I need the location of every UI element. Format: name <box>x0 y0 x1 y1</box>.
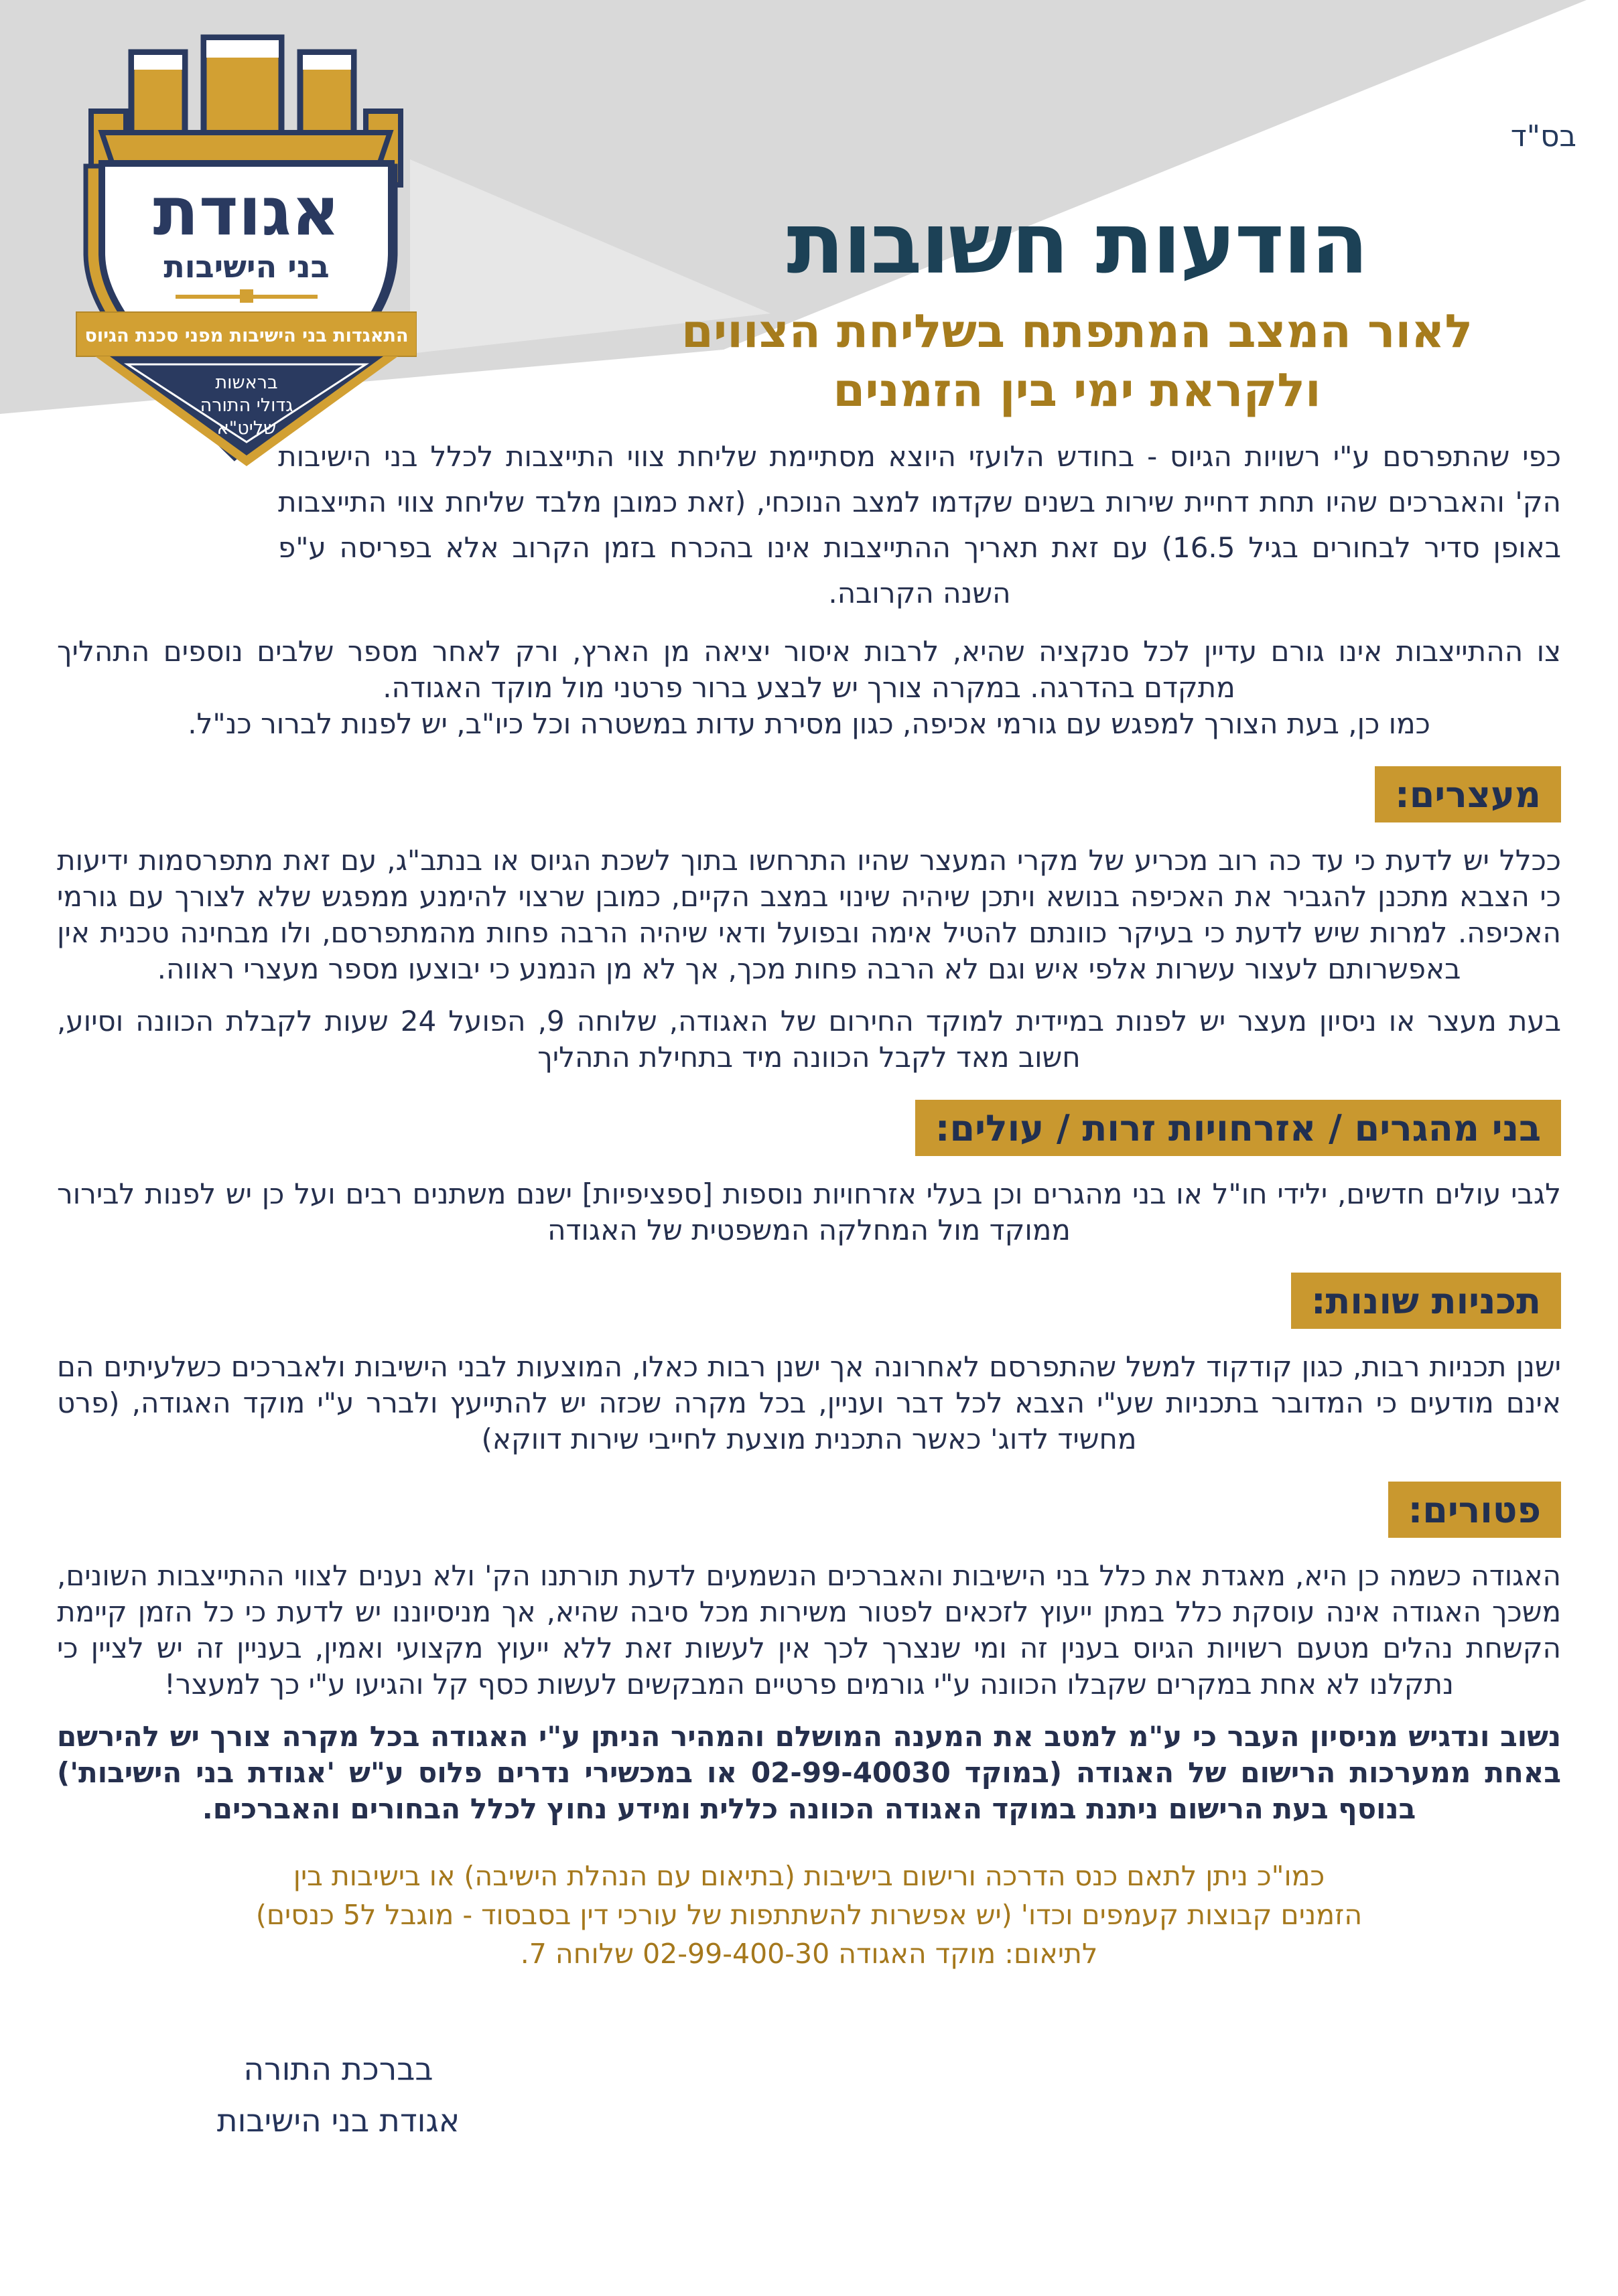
section-heading-exemptions: פטורים: <box>1388 1482 1561 1538</box>
signature-org-name: אגודת בני הישיבות <box>216 2102 460 2139</box>
section-heading-arrests: מעצרים: <box>1375 766 1561 822</box>
org-logo <box>75 32 417 468</box>
bsd-mark: בס"ד <box>1510 119 1576 153</box>
intro-paragraph-2: צו ההתייצבות אינו גורם עדיין לכל סנקציה שהיא, לרבות איסור יציאה מן הארץ, ורק לאחר מספר שלבים נוספים התהליך מתקדם בהדרגה. במקרה צורך יש לבצע ברור פרטני מול מוקד האגודה. <box>57 635 1561 704</box>
section-programs-paragraph: ישנן תכניות רבות, כגון קודקוד למשל שהתפרסם לאחרונה אך ישנן רבות כאלו, המוצעות לבני הישיבות ולאברכים כשלעיתים הם אינם מודעים כי המדובר בתכניות שע"י הצבא לכל דבר ועניין, בכל מקרה שכזה יש להתייעץ ולברר ע"י מוקד האגודה, (פרט מחשיד לדוג' כאשר התכנית מוצעת לחייבי שירות דווקא) <box>57 1350 1561 1455</box>
subtitle-line-1: לאור המצב המתפתח בשליחת הצווים <box>681 304 1473 358</box>
signature-block <box>191 2051 486 2154</box>
logo-ribbon <box>76 312 417 356</box>
section-arrests-paragraph-2: בעת מעצר או ניסיון מעצר יש לפנות במיידית למוקד החירום של האגודה, שלוחה 9, הפועל 24 שעות לקבלת הכוונה וסיוע, חשוב מאד לקבל הכוונה מיד בתחילת התהליך <box>57 1005 1561 1074</box>
subtitle-line-2: ולקראת ימי בין הזמנים <box>833 364 1321 418</box>
gold-footer-note <box>57 1857 1561 1973</box>
gold-footer-line-2: הזמנים קבוצות קעמפים וכדו' (יש אפשרות להשתתפות של עורכי דין בסבסוד - מוגבל ל5 כנסים) <box>255 1899 1363 1931</box>
section-heading-immigrants: בני מהגרים / אזרחויות זרות / עולים: <box>915 1100 1561 1156</box>
intro-paragraph-1: כפי שהתפרסם ע"י רשויות הגיוס - בחודש הלועזי היוצא מסתיימת שליחת צווי התייצבות לכלל בני הישיבות הק' והאברכים שהיו תחת דחיית שירות בשנים שקדמו למצב הנוכחי, (זאת כמובן מלבד שליחת צווי התייצבות באופן סדיר לבחורים בגיל 16.5) עם זאת תאריך ההתייצבות אינו בהכרח בזמן הקרוב אלא בפריסה ע"פ השנה הקרובה. <box>278 440 1561 609</box>
masthead <box>590 196 1564 421</box>
section-exemptions-paragraph: האגודה כשמה כן היא, מאגדת את כלל בני הישיבות והאברכים הנשמעים לדעת תורתנו הק' ולא נענים לצווי ההתייצבות השונים, משכך האגודה אינה עוסקת כלל במתן ייעוץ לזכאים לפטור משירות מכל סיבה שהיא, אך מניסיוננו יש לדעת כי כל הזמן קיימת הקשחת נהלים מטעם רשויות הגיוס בענין זה ומי שנצרך לכך אין לעשות זאת ללא ייעוץ מקצועי ואמין, בעניין זה יש לציין כי נתקלנו לא אחת במקרים שקבלו הכוונה ע"י גורמים פרטיים המבקשים לעשות כסף קל והגיעו ע"י כך למעצר! <box>57 1559 1561 1701</box>
page-title: הודעות חשובות <box>787 194 1367 293</box>
flyer-body <box>57 434 1561 1973</box>
logo-bottom-3: שליט"א <box>216 418 277 439</box>
logo-name-2: בני הישיבות <box>163 248 330 285</box>
gold-footer-line-3: לתיאום: מוקד האגודה 02-99-400-30 שלוחה 7. <box>520 1938 1098 1970</box>
logo-bottom-1: בראשות <box>215 372 278 393</box>
page-subtitle <box>590 302 1564 421</box>
signature-blessing: בברכת התורה <box>243 2051 433 2088</box>
logo-bottom-2: גדולי התורה <box>200 395 293 416</box>
logo-name-1: אגודת <box>153 172 340 250</box>
section-arrests-paragraph-1: ככלל יש לדעת כי עד כה רוב מכריע של מקרי המעצר שהיו התרחשו בתוך לשכת הגיוס או בנתב"ג, עם זאת מתפרסמות ידיעות כי הצבא מתכנן להגביר את האכיפה בנושא ויתכן שיהיה שינוי במצב הקיים, כמובן שרצוי להימנע ממפגש שלא לצורך עם גורמי האכיפה. למרות שיש לדעת כי בעיקר כוונתם להטיל אימה ובפועל ודאי שיהיה הרבה פחות מהמתפרסם, ולו מבחינה טכנית אין באפשרותם לעצור עשרות אלפי איש וגם לא הרבה פחות מכך, אך לא מן הנמנע כי יבוצעו מספר מעצרי ראווה. <box>57 844 1561 985</box>
logo-ribbon-text: התאגדות בני הישיבות מפני סכנת הגיוס <box>84 326 409 346</box>
intro-paragraph-3: כמו כן, בעת הצורך למפגש עם גורמי אכיפה, כגון מסירת עדות במשטרה וכל כיו"ב, יש לפנות לברור כנ"ל. <box>188 707 1430 740</box>
gold-footer-line-1: כמו"כ ניתן לתאם כנס הדרכה ורישום בישיבות (בתיאום עם הנהלת הישיבה) או בישיבות בין <box>293 1860 1325 1892</box>
section-heading-programs: תכניות שונות: <box>1291 1273 1561 1329</box>
emphasis-paragraph: נשוב ונדגיש מניסיון העבר כי ע"מ למטב את המענה המושלם והמהיר הניתן ע"י האגודה בכל מקרה צורך יש להירשם באחת ממערכות הרישום של האגודה (במוקד 02-99-40030 או במכשירי נדרים פלוס ע"ש 'אגודת בני הישיבות') בנוסף בעת הרישום ניתנת במוקד האגודה הכוונה כללית ומידע נחוץ לכלל הבחורים והאברכים. <box>57 1720 1561 1825</box>
section-immigrants-paragraph: לגבי עולים חדשים, ילידי חו"ל או בני מהגרים וכן בעלי אזרחויות נוספות [ספציפיות] ישנם משתנים רבים ועל כן יש לפנות לבירור ממוקד מול המחלקה המשפטית של האגודה <box>57 1177 1561 1246</box>
